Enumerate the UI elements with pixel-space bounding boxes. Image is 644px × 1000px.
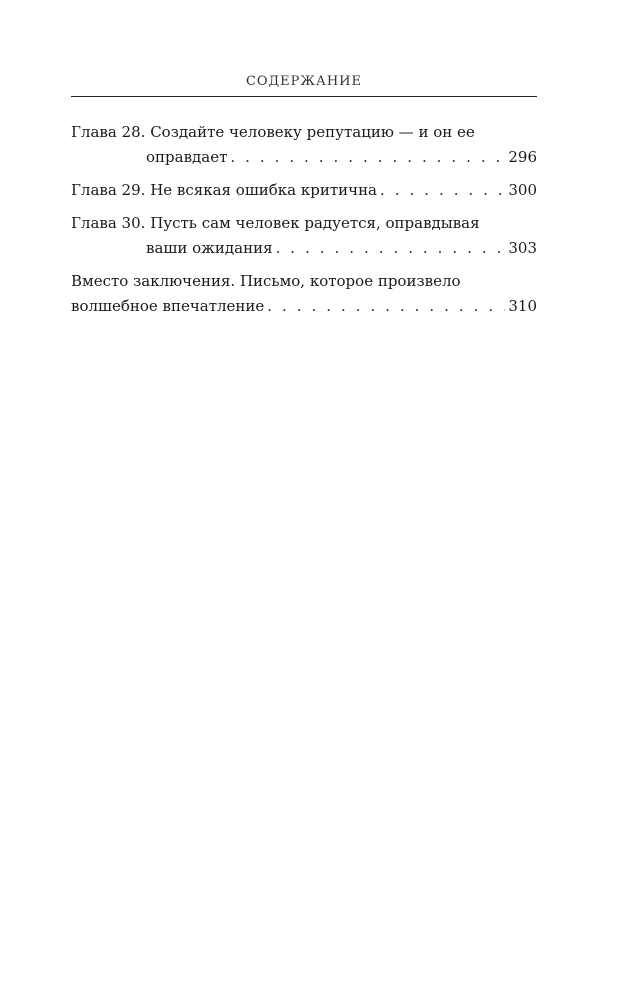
page-number: 310 — [508, 297, 537, 315]
chapter-number: Глава 28. — [71, 123, 146, 141]
chapter-number: Глава 29. — [71, 181, 146, 199]
section-title: Вместо заключения. Письмо, которое произвело — [71, 272, 461, 290]
page-number: 300 — [508, 181, 537, 199]
table-of-contents — [71, 120, 537, 327]
chapter-title-continued: оправдает — [146, 148, 228, 166]
toc-entry-conclusion[interactable] — [71, 269, 537, 319]
section-title-continued: волшебное впечатление — [71, 297, 265, 315]
toc-entry-line — [71, 294, 537, 319]
chapter-title: Создайте человеку репутацию — и он ее — [150, 123, 475, 141]
toc-entry-chapter-28[interactable] — [71, 120, 537, 170]
toc-entry-line — [71, 178, 537, 203]
running-head: СОДЕРЖАНИЕ — [245, 74, 363, 89]
leader-dots — [230, 145, 505, 170]
chapter-title-continued: ваши ожидания — [146, 239, 273, 257]
toc-entry-chapter-30[interactable] — [71, 211, 537, 261]
toc-entry-line — [71, 120, 537, 145]
page-number: 303 — [508, 239, 537, 257]
toc-entry-chapter-29[interactable] — [71, 178, 537, 203]
toc-entry-line — [71, 236, 537, 261]
page-number: 296 — [508, 148, 537, 166]
leader-dots — [380, 178, 505, 203]
chapter-number: Глава 30. — [71, 214, 146, 232]
header-rule — [71, 96, 537, 97]
toc-entry-line — [71, 269, 537, 294]
chapter-title: Не всякая ошибка критична — [150, 181, 378, 199]
toc-entry-line — [71, 211, 537, 236]
toc-entry-line — [71, 145, 537, 170]
leader-dots — [267, 294, 505, 319]
chapter-title: Пусть сам человек радуется, оправдывая — [150, 214, 480, 232]
leader-dots — [276, 236, 506, 261]
